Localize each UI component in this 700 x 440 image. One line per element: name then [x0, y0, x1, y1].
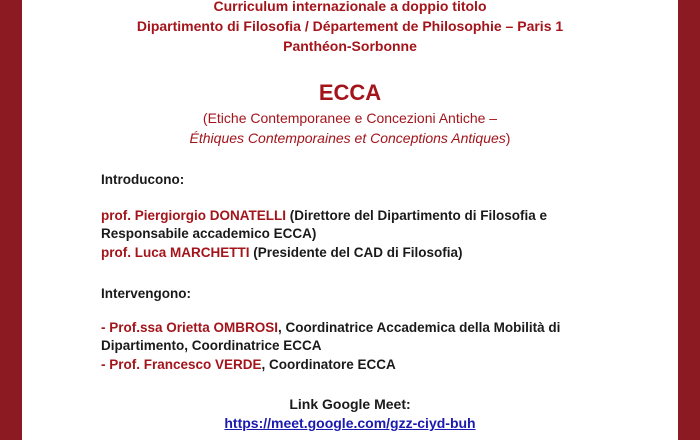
- speaker-dash: -: [101, 320, 110, 335]
- program-full-name-fr-text: Éthiques Contemporaines et Conceptions Antiques: [189, 130, 506, 146]
- right-border: [678, 0, 700, 440]
- speaker-name: Prof.ssa Orietta OMBROSI: [109, 320, 279, 335]
- google-meet-link[interactable]: https://meet.google.com/gzz-ciyd-buh: [224, 415, 476, 431]
- speaker-role-cont: Responsabile accademico ECCA): [101, 226, 317, 241]
- speaker-role: (Presidente del CAD di Filosofia): [249, 245, 463, 260]
- program-acronym: ECCA: [318, 80, 382, 105]
- talks-heading: Intervengono:: [101, 286, 191, 301]
- header-line-1: Curriculum internazionale a doppio titolo: [213, 0, 487, 14]
- speaker-prefix: prof.: [101, 208, 135, 223]
- program-full-name-close: ): [505, 130, 511, 146]
- speaker-name: Luca MARCHETTI: [134, 245, 250, 260]
- speaker-dash: -: [101, 357, 110, 372]
- speaker-role: , Coordinatrice Accademica della Mobilità di: [278, 320, 561, 335]
- meet-link-row: [22, 414, 678, 432]
- header-line-2: Dipartimento di Filosofia / Département de Philosophie – Paris 1: [136, 18, 564, 34]
- speaker-role: , Coordinatore ECCA: [261, 357, 396, 372]
- program-full-name-it: (Etiche Contemporanee e Concezioni Antiche –: [202, 110, 498, 126]
- program-full-name-fr: [22, 129, 678, 147]
- speaker-name: Piergiorgio DONATELLI: [134, 208, 286, 223]
- document-page: [22, 0, 678, 440]
- intro-speaker-1: [101, 207, 601, 243]
- speaker-prefix: prof.: [101, 245, 135, 260]
- talk-speaker-2: [101, 356, 601, 374]
- speaker-role-cont: Dipartimento, Coordinatrice ECCA: [101, 338, 322, 353]
- intro-heading: Introducono:: [101, 172, 185, 187]
- speaker-name: Prof. Francesco VERDE: [109, 357, 262, 372]
- left-border: [0, 0, 22, 440]
- header-line-3: Panthéon-Sorbonne: [283, 38, 417, 54]
- meet-label: Link Google Meet:: [289, 396, 411, 412]
- speaker-role: (Direttore del Dipartimento di Filosofia e: [286, 208, 548, 223]
- talk-speaker-1: [101, 319, 601, 355]
- intro-speaker-2: [101, 244, 601, 262]
